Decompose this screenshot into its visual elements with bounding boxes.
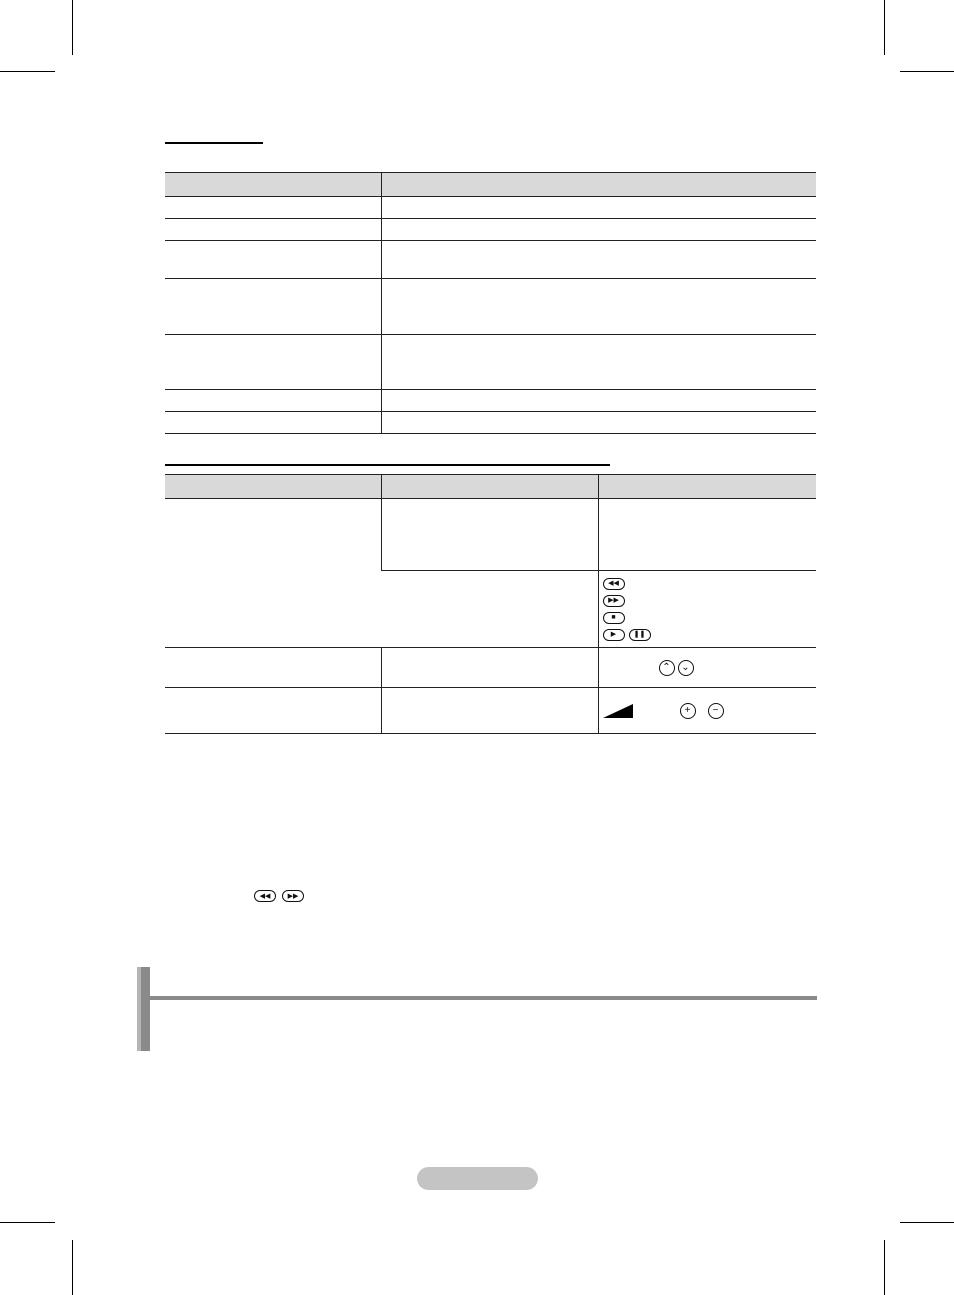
table-cell — [165, 279, 381, 335]
table-cell — [165, 241, 381, 279]
volume-level-icon — [603, 704, 633, 718]
pause-icon: ❚❚ — [629, 629, 651, 641]
spec-table — [165, 172, 816, 434]
table-row — [165, 648, 816, 688]
table-header-cell — [598, 475, 816, 499]
note-icons — [254, 890, 304, 902]
table-cell — [165, 688, 381, 734]
section-header-rule — [150, 996, 817, 1000]
fast-forward-icon: ▶▶ — [282, 890, 304, 902]
table-cell — [381, 241, 816, 279]
volume-buttons-cell — [598, 688, 816, 734]
section-title-underline — [165, 464, 610, 466]
table-row — [165, 279, 816, 335]
table-row — [165, 688, 816, 734]
table-cell — [381, 648, 598, 688]
crop-mark — [72, 1240, 73, 1295]
table-cell — [165, 390, 381, 412]
crop-mark — [884, 0, 885, 55]
play-icon: ▶ — [603, 629, 625, 641]
table-cell — [381, 499, 598, 571]
table-cell — [381, 219, 816, 241]
table-header-row — [165, 475, 816, 499]
stop-icon: ■ — [603, 612, 625, 624]
rewind-icon: ◀◀ — [603, 578, 625, 590]
table-header-cell — [165, 475, 381, 499]
table-cell — [381, 571, 598, 648]
table-row — [165, 197, 816, 219]
table-row — [165, 412, 816, 434]
volume-down-icon: − — [708, 703, 724, 719]
table-header-cell — [381, 173, 816, 197]
table-header-cell — [165, 173, 381, 197]
table-cell — [381, 412, 816, 434]
table-cell — [598, 499, 816, 571]
channel-up-icon: ⌃ — [659, 660, 675, 676]
crop-mark — [900, 1222, 954, 1223]
crop-mark — [0, 71, 55, 72]
rewind-icon: ◀◀ — [254, 890, 276, 902]
table-header-row — [165, 173, 816, 197]
crop-mark — [900, 71, 954, 72]
table-cell — [165, 197, 381, 219]
table-cell — [165, 648, 381, 688]
table-cell — [165, 499, 381, 648]
table-cell — [165, 335, 381, 390]
control-table — [165, 474, 816, 734]
playback-buttons-cell — [598, 571, 816, 648]
table-cell — [381, 335, 816, 390]
table-row — [165, 335, 816, 390]
fast-forward-icon: ▶▶ — [603, 595, 625, 607]
table-cell — [381, 279, 816, 335]
crop-mark — [72, 0, 73, 55]
page-number-badge — [417, 1167, 538, 1190]
table-row — [165, 219, 816, 241]
crop-mark — [884, 1240, 885, 1295]
table-row — [165, 390, 816, 412]
table-cell — [165, 219, 381, 241]
section-title-underline — [165, 142, 263, 144]
channel-buttons-cell — [598, 648, 816, 688]
channel-down-icon: ⌄ — [678, 660, 694, 676]
table-cell — [381, 197, 816, 219]
table-cell — [381, 390, 816, 412]
crop-mark — [0, 1222, 55, 1223]
section-header-bar-highlight — [137, 967, 141, 1051]
table-row — [165, 499, 816, 571]
volume-up-icon: + — [680, 703, 696, 719]
table-row — [165, 241, 816, 279]
table-cell — [165, 412, 381, 434]
table-cell — [381, 688, 598, 734]
table-header-cell — [381, 475, 598, 499]
